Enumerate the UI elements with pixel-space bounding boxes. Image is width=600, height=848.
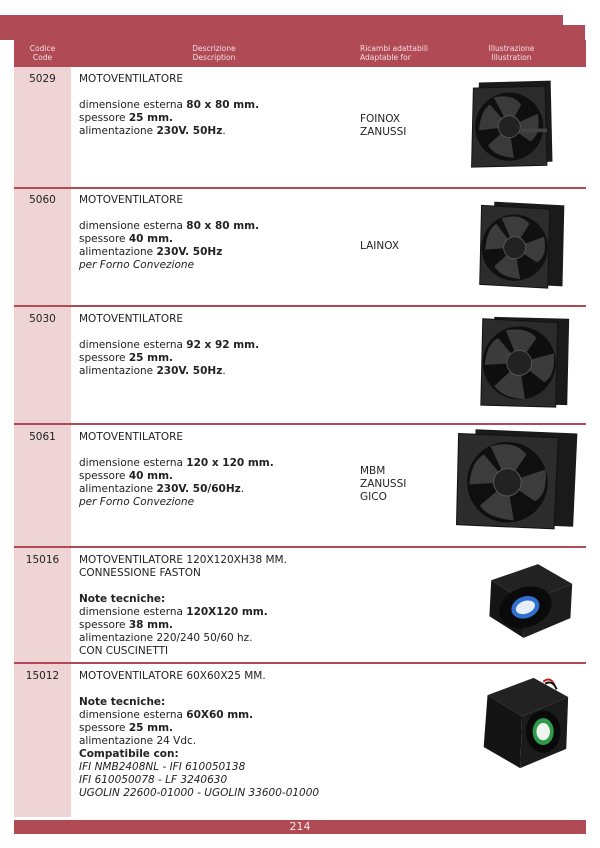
top-banner	[0, 15, 585, 40]
fits-list: LAINOX	[360, 240, 400, 252]
product-description: MOTOVENTILATORE 120X120XH38 MM. CONNESSIONE FASTON Note tecniche: dimensione esterna 120X120 mm. spessore 38 mm. alimentazione 220/240 50/60 hz. CON CUSCINETTI	[79, 554, 359, 658]
table-row	[14, 307, 586, 423]
product-note: per Forno Convezione	[79, 496, 195, 508]
table-row	[14, 548, 586, 662]
table-row	[14, 425, 586, 546]
product-title: MOTOVENTILATORE	[79, 313, 184, 325]
product-code: 5060	[29, 194, 56, 206]
compat-heading: Compatibile con:	[79, 748, 179, 760]
product-description: MOTOVENTILATORE dimensione esterna 80 x 80 mm. spessore 40 mm. alimentazione 230V. 50Hz per Forno Convezione	[79, 194, 359, 272]
fan-image	[484, 562, 574, 640]
footer-bar	[14, 820, 586, 834]
fan-image	[454, 425, 582, 531]
product-description: MOTOVENTILATORE dimensione esterna 92 x 92 mm. spessore 25 mm. alimentazione 230V. 50Hz.	[79, 313, 359, 378]
header-illustration: Illustrazione Illustration	[488, 44, 535, 62]
product-title: MOTOVENTILATORE 120X120XH38 MM.	[79, 554, 287, 566]
fits-list: MBM ZANUSSI GICO	[360, 465, 407, 503]
product-description: MOTOVENTILATORE 60X60X25 MM. Note tecniche: dimensione esterna 60X60 mm. spessore 25 mm. alimentazione 24 Vdc. Compatibile con: IFI NMB2408NL - IFI 610050138 IFI 610050078 - LF 3240630 UGOLIN 22600-01000 - UGOLIN 33600-01000	[79, 670, 359, 800]
notes-heading: Note tecniche:	[79, 593, 166, 605]
product-note: per Forno Convezione	[79, 259, 195, 271]
product-code: 5061	[29, 431, 56, 443]
fan-image	[466, 77, 558, 169]
product-code: 5029	[29, 73, 56, 85]
table-header	[14, 40, 586, 67]
product-description: MOTOVENTILATORE dimensione esterna 120 x 120 mm. spessore 40 mm. alimentazione 230V. 50/60Hz. per Forno Convezione	[79, 431, 359, 509]
product-code: 15012	[25, 670, 60, 682]
product-title: MOTOVENTILATORE	[79, 73, 184, 85]
product-code: 5030	[29, 313, 56, 325]
fan-image	[472, 198, 572, 290]
fits-list: FOINOX ZANUSSI	[360, 113, 407, 138]
product-title: MOTOVENTILATORE	[79, 431, 184, 443]
product-title: MOTOVENTILATORE	[79, 194, 184, 206]
product-code: 15016	[25, 554, 60, 566]
product-title: MOTOVENTILATORE 60X60X25 MM.	[79, 670, 266, 682]
fan-image	[476, 313, 574, 409]
header-fits: Ricambi adattabili Adaptable for	[360, 44, 428, 62]
table-row	[14, 67, 586, 187]
product-description: MOTOVENTILATORE dimensione esterna 80 x 80 mm. spessore 25 mm. alimentazione 230V. 50Hz.	[79, 73, 359, 138]
notes-heading: Note tecniche:	[79, 696, 166, 708]
table-row	[14, 664, 586, 818]
top-banner-notch	[563, 15, 600, 25]
header-description: Descrizione Description	[192, 44, 236, 62]
header-code: Codice Code	[29, 44, 56, 62]
table-row	[14, 189, 586, 305]
fan-image	[476, 672, 572, 772]
page-number: 214	[289, 820, 311, 833]
